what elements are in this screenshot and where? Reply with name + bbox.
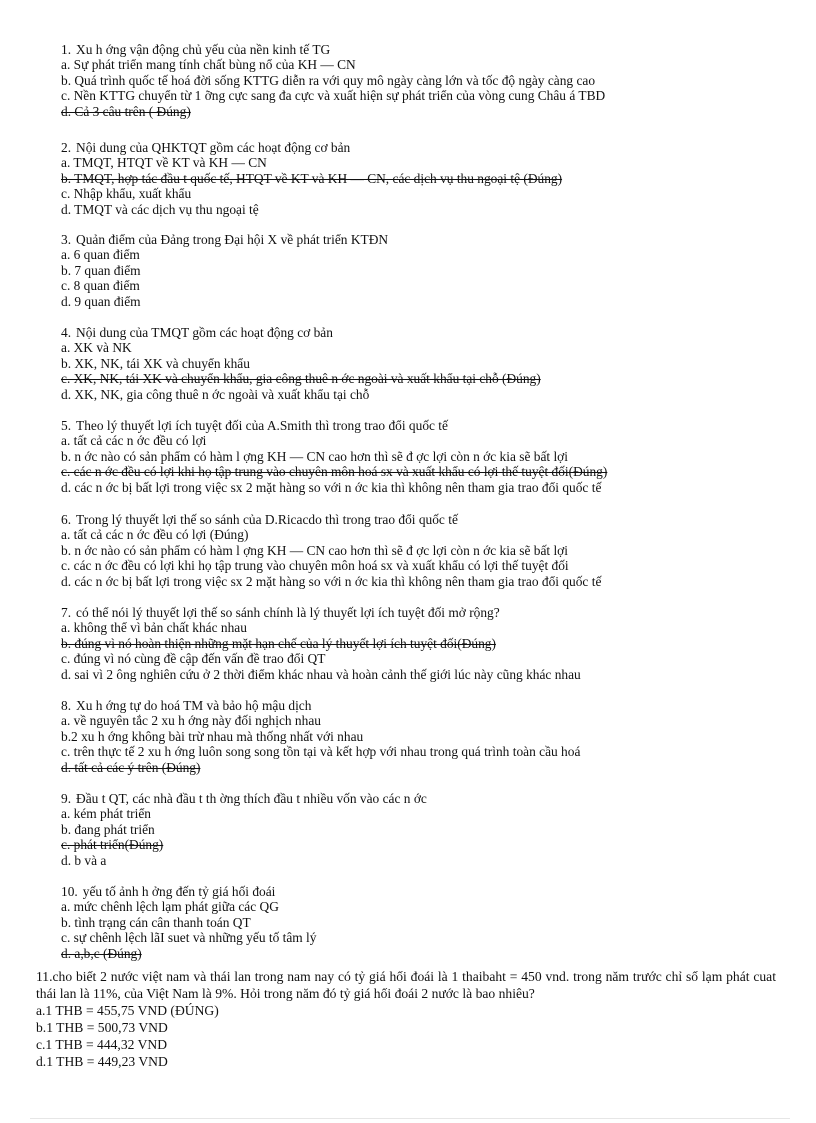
question-3 <box>61 232 761 309</box>
question-3-stem <box>61 232 761 247</box>
question-10-option-c: c. sự chênh lệch lãI suet và những yếu tố tâm lý <box>61 930 317 946</box>
question-4-option-c-correct: c. XK, NK, tái XK và chuyển khẩu, gia công thuê n ớc ngoài và xuất khẩu tại chỗ (Đúng) <box>61 371 541 387</box>
question-text: có thể nói lý thuyết lợi thế so sánh chính là lý thuyết lợi ích tuyệt đối mở rộng? <box>76 605 500 620</box>
question-1 <box>61 42 761 119</box>
question-text: yếu tố ảnh h ởng đến tỷ giá hối đoái <box>82 884 276 899</box>
question-text: Nội dung của QHKTQT gồm các hoạt động cơ bản <box>76 140 351 155</box>
question-text: Xu h ớng tự do hoá TM và bảo hộ mậu dịch <box>76 698 312 713</box>
question-8-option-d-correct: d. tất cả các ý trên (Đúng) <box>61 759 201 775</box>
question-3-option-d: d. 9 quan điểm <box>61 293 141 309</box>
question-9-option-a: a. kém phát triển <box>61 806 151 822</box>
question-number: 8. <box>61 698 72 713</box>
question-11-option-b: b.1 THB = 500,73 VND <box>36 1020 168 1035</box>
question-6 <box>61 512 761 589</box>
question-5 <box>61 418 761 495</box>
question-5-stem <box>61 418 761 433</box>
question-number: 7. <box>61 605 72 620</box>
question-text: Theo lý thuyết lợi ích tuyệt đối của A.Smith thì trong trao đổi quốc tế <box>76 418 448 433</box>
question-2-option-d: d. TMQT và các dịch vụ thu ngoại tệ <box>61 201 259 217</box>
question-5-option-d: d. các n ớc bị bất lợi trong việc sx 2 mặt hàng so với n ớc kia thì không nên tham gia trao đổi quốc tế <box>61 479 602 495</box>
question-text: Đầu t QT, các nhà đầu t th ờng thích đầu t nhiều vốn vào các n ớc <box>76 791 427 806</box>
question-7 <box>61 605 761 682</box>
question-9-option-c-correct: c. phát triển(Đúng) <box>61 837 164 853</box>
question-2 <box>61 140 761 217</box>
question-3-option-c: c. 8 quan điểm <box>61 278 140 294</box>
question-text: Quản điểm của Đảng trong Đại hội X về phát triển KTĐN <box>76 232 389 247</box>
question-2-stem <box>61 140 761 155</box>
question-5-option-a: a. tất cả các n ớc đều có lợi <box>61 433 207 449</box>
question-number: 9. <box>61 791 72 806</box>
question-text: Nội dung của TMQT gồm các hoạt động cơ bản <box>76 325 333 340</box>
question-5-option-b: b. n ớc nào có sản phẩm có hàm l ợng KH — CN cao hơn thì sẽ đ ợc lợi còn n ớc kia sẽ bất lợi <box>61 448 568 464</box>
question-7-option-d: d. sai vì 2 ông nghiên cứu ở 2 thời điểm khác nhau và hoàn cảnh thế giới lúc này cũng khác nhau <box>61 666 581 682</box>
question-7-stem <box>61 605 761 620</box>
question-10 <box>61 884 761 961</box>
question-3-option-b: b. 7 quan điểm <box>61 262 141 278</box>
question-1-stem <box>61 42 761 57</box>
question-8-option-a: a. về nguyên tắc 2 xu h ớng này đối nghịch nhau <box>61 713 321 729</box>
question-11-option-a: a.1 THB = 455,75 VND (ĐÚNG) <box>36 1003 219 1018</box>
question-number: 10. <box>61 884 78 899</box>
question-5-option-c-correct: c. các n ớc đều có lợi khi họ tập trung vào chuyên môn hoá sx và xuất khẩu có lợi thế tuyệt đối(Đúng) <box>61 464 608 480</box>
question-7-option-a: a. không thể vì bản chất khác nhau <box>61 620 247 636</box>
question-11 <box>36 968 776 1070</box>
question-number: 2. <box>61 140 72 155</box>
question-1-option-b: b. Quá trình quốc tế hoá đời sống KTTG diễn ra với quy mô ngày càng lớn và tốc độ ngày càng cao <box>61 72 596 88</box>
question-6-stem <box>61 512 761 527</box>
question-10-stem <box>61 884 761 899</box>
question-6-option-a: a. tất cả các n ớc đều có lợi (Đúng) <box>61 527 249 543</box>
question-4-option-b: b. XK, NK, tái XK và chuyển khẩu <box>61 355 250 371</box>
question-number: 5. <box>61 418 72 433</box>
question-8 <box>61 698 761 775</box>
question-number: 3. <box>61 232 72 247</box>
question-9-option-b: b. đang phát triển <box>61 821 155 837</box>
question-6-option-c: c. các n ớc đều có lợi khi họ tập trung vào chuyên môn hoá sx và xuất khẩu có lợi thế tuyệt đối <box>61 558 569 574</box>
question-9-stem <box>61 791 761 806</box>
question-7-option-b-correct: b. đúng vì nó hoàn thiện những mặt hạn chế của lý thuyết lợi ích tuyệt đối(Đúng) <box>61 635 496 651</box>
page-bottom-divider <box>30 1118 790 1119</box>
question-text: Xu h ớng vận động chủ yếu của nền kinh tế TG <box>76 42 331 57</box>
question-11-stem: 11.cho biết 2 nước việt nam và thái lan trong nam nay có tỷ giá hối đoái là 1 thaibaht = 450 vnd. trong năm trước chỉ số lạm phát cuat thái lan là 11%, của Việt Nam là 9%. Hỏi trong năm đó tỷ giá hối đoái 2 nước là bao nhiêu? <box>36 969 776 1001</box>
question-11-option-d: d.1 THB = 449,23 VND <box>36 1054 168 1069</box>
question-11-option-c: c.1 THB = 444,32 VND <box>36 1037 168 1052</box>
question-10-option-a: a. mức chênh lệch lạm phát giữa các QG <box>61 899 279 915</box>
question-9 <box>61 791 761 868</box>
question-number: 6. <box>61 512 72 527</box>
question-8-option-c: c. trên thực tế 2 xu h ớng luôn song song tồn tại và kết hợp với nhau trong quá trình toàn cầu hoá <box>61 744 581 760</box>
question-4-stem <box>61 325 761 340</box>
question-9-option-d: d. b và a <box>61 852 107 868</box>
question-4 <box>61 325 761 402</box>
question-2-option-a: a. TMQT, HTQT về KT và KH — CN <box>61 155 267 171</box>
question-1-option-c: c. Nền KTTG chuyển từ 1 ỡng cực sang đa cực và xuất hiện sự phát triển của vòng cung Châu á TBD <box>61 88 606 104</box>
question-number: 4. <box>61 325 72 340</box>
question-1-option-a: a. Sự phát triển mang tính chất bùng nổ của KH — CN <box>61 57 356 73</box>
question-4-option-a: a. XK và NK <box>61 340 132 356</box>
question-8-stem <box>61 698 761 713</box>
question-6-option-d: d. các n ớc bị bất lợi trong việc sx 2 mặt hàng so với n ớc kia thì không nên tham gia trao đổi quốc tế <box>61 573 602 589</box>
question-7-option-c: c. đúng vì nó cùng đề cập đến vấn đề trao đổi QT <box>61 651 326 667</box>
question-10-option-b: b. tình trạng cán cân thanh toán QT <box>61 914 251 930</box>
question-10-option-d-correct: d. a,b,c (Đúng) <box>61 945 142 961</box>
question-3-option-a: a. 6 quan điểm <box>61 247 140 263</box>
question-number: 1. <box>61 42 72 57</box>
question-2-option-b-correct: b. TMQT, hợp tác đầu t quốc tế, HTQT về KT và KH — CN, các dịch vụ thu ngoại tệ (Đúng) <box>61 170 563 186</box>
question-6-option-b: b. n ớc nào có sản phẩm có hàm l ợng KH — CN cao hơn thì sẽ đ ợc lợi còn n ớc kia sẽ bất lợi <box>61 542 568 558</box>
question-2-option-c: c. Nhập khẩu, xuất khẩu <box>61 186 192 202</box>
question-text: Trong lý thuyết lợi thế so sánh của D.Ricacdo thì trong trao đổi quốc tế <box>76 512 458 527</box>
question-1-option-d-correct: d. Cả 3 câu trên ( Đúng) <box>61 103 191 119</box>
question-4-option-d: d. XK, NK, gia công thuê n ớc ngoài và xuất khẩu tại chỗ <box>61 386 370 402</box>
question-8-option-b: b.2 xu h ớng không bài trừ nhau mà thống nhất với nhau <box>61 728 364 744</box>
